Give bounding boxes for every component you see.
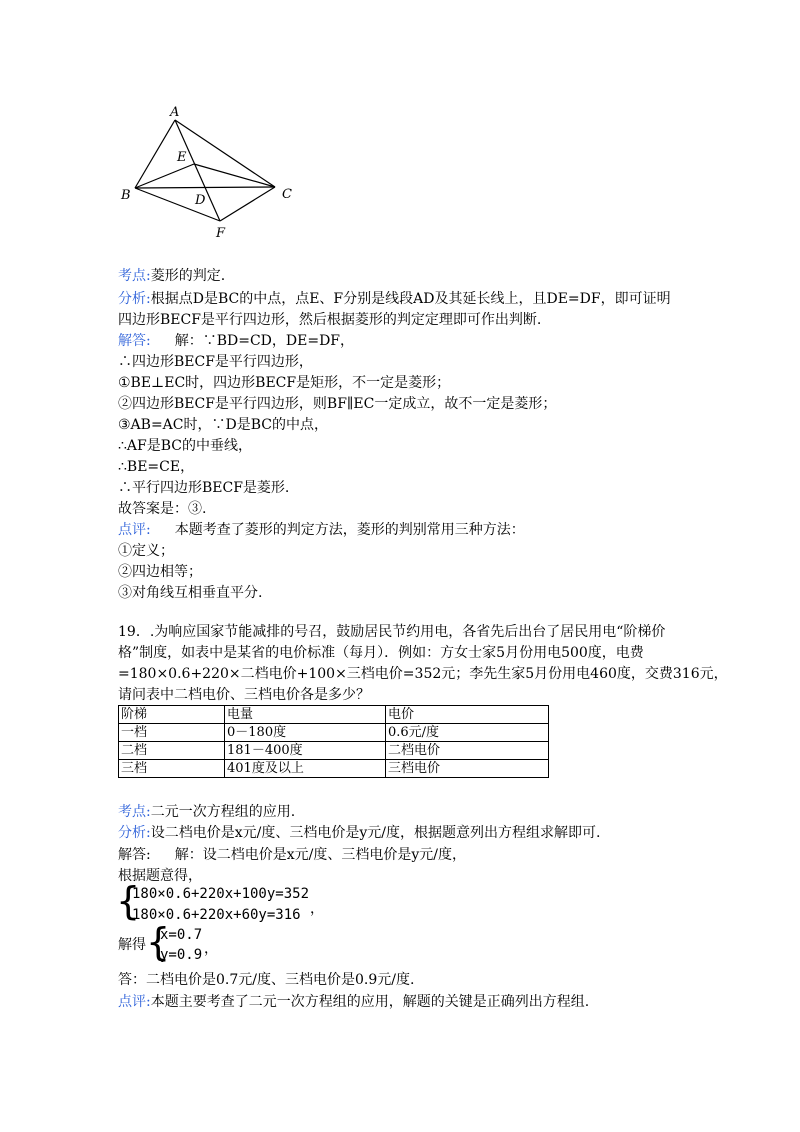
- q18-line: ③AB=AC时，∵D是BC的中点，: [118, 417, 328, 433]
- left-brace-icon: {: [146, 920, 171, 964]
- q19-stem-line: 19．.为响应国家节能减排的号召，鼓励居民节约用电，各省先后出台了居民用电“阶梯价: [118, 624, 666, 640]
- price-tier-table: [118, 705, 549, 778]
- q18-line: 故答案是：③.: [118, 501, 207, 517]
- fenxi-text: 设二档电价是x元/度、三档电价是y元/度，根据题意列出方程组求解即可.: [150, 825, 601, 841]
- q18-method: ②四边相等；: [118, 564, 202, 580]
- q19-by-meaning: 根据题意得，: [118, 868, 202, 884]
- dianping-label: 点评:: [118, 994, 151, 1010]
- point-label-e: E: [177, 150, 187, 165]
- kaodian-text: 二元一次方程组的应用.: [150, 804, 296, 820]
- q18-line: ∴四边形BECF是平行四边形，: [118, 354, 313, 370]
- point-label-f: F: [216, 226, 226, 241]
- equation-comma: ，: [310, 901, 324, 917]
- segment-fc: [220, 187, 275, 221]
- table-header-cell: 电量: [225, 706, 386, 724]
- segment-be: [135, 164, 194, 188]
- point-label-b: B: [121, 188, 131, 203]
- fenxi-text: 根据点D是BC的中点，点E、F分别是线段AD及其延长线上，且DE=DF，即可证明: [150, 291, 671, 307]
- table-row: [119, 742, 549, 760]
- table-cell: 401度及以上: [225, 760, 386, 778]
- solve-label: 解得: [118, 937, 146, 953]
- table-cell: 二档电价: [386, 742, 549, 760]
- jieda-label: 解答:: [118, 333, 151, 349]
- q18-method: ③对角线互相垂直平分.: [118, 585, 263, 601]
- q19-stem-line: 请问表中二档电价、三档电价各是多少？: [118, 687, 370, 703]
- kaodian-label: 考点:: [118, 268, 151, 284]
- q19-dianping: [118, 992, 589, 1012]
- table-cell: 0－180度: [225, 724, 386, 742]
- q18-jieda: [118, 331, 354, 351]
- fenxi-label: 分析:: [118, 825, 151, 841]
- jieda-label-plain: 解答:: [118, 847, 151, 863]
- jieda-text: 解：设二档电价是x元/度、三档电价是y元/度，: [174, 847, 466, 863]
- q19-kaodian: [118, 802, 295, 822]
- dianping-label: 点评:: [118, 522, 151, 538]
- table-header-cell: 阶梯: [119, 706, 225, 724]
- q18-dianping: [118, 520, 525, 540]
- q19-answer: 答：二档电价是0.7元/度、三档电价是0.9元/度.: [118, 972, 415, 988]
- q19-fenxi: [118, 823, 600, 843]
- jieda-text: 解：∵BD=CD，DE=DF，: [174, 333, 355, 349]
- table-cell: 181－400度: [225, 742, 386, 760]
- kaodian-label: 考点:: [118, 804, 151, 820]
- q19-stem-line: 格”制度，如表中是某省的电价标准（每月）．例如：方女士家5月份用电500度，电费: [118, 645, 644, 661]
- table-cell: 三档: [119, 760, 225, 778]
- point-label-c: C: [282, 187, 292, 202]
- solution-x: x=0.7: [160, 927, 203, 943]
- point-label-a: A: [170, 105, 180, 120]
- q18-kaodian: [118, 266, 225, 286]
- table-row: [119, 724, 549, 742]
- solution-comma: ，: [204, 941, 218, 957]
- point-label-d: D: [195, 193, 206, 208]
- table-cell: 0.6元/度: [386, 724, 549, 742]
- q19-stem-line: =180×0.6+220×二档电价+100×三档电价=352元；李先生家5月份用电460度，交费316元，: [118, 666, 728, 682]
- table-row: [119, 760, 549, 778]
- q18-line: ∴平行四边形BECF是菱形.: [118, 480, 290, 496]
- q18-fenxi: [118, 289, 671, 309]
- solution-y: y=0.9: [160, 947, 203, 963]
- dianping-text: 本题主要考查了二元一次方程组的应用，解题的关键是正确列出方程组.: [150, 994, 590, 1010]
- q18-line: ①BE⊥EC时，四边形BECF是矩形，不一定是菱形；: [118, 375, 451, 391]
- table-header-row: [119, 706, 549, 724]
- q18-fenxi-line2: 四边形BECF是平行四边形，然后根据菱形的判定定理即可作出判断.: [118, 312, 542, 328]
- table-cell: 一档: [119, 724, 225, 742]
- geometry-figure: [115, 100, 305, 245]
- table-header-cell: 电价: [386, 706, 549, 724]
- q18-line: ∴BE=CE，: [118, 459, 195, 475]
- left-brace-icon: {: [116, 879, 141, 923]
- kaodian-text: 菱形的判定.: [150, 268, 226, 284]
- q18-line: ∴AF是BC的中垂线，: [118, 438, 252, 454]
- fenxi-label: 分析:: [118, 291, 151, 307]
- table-cell: 二档: [119, 742, 225, 760]
- segment-ab: [135, 120, 175, 188]
- q18-line: ②四边形BECF是平行四边形，则BF∥EC一定成立，故不一定是菱形；: [118, 396, 557, 412]
- dianping-text: 本题考查了菱形的判定方法，菱形的判别常用三种方法：: [174, 522, 525, 538]
- table-cell: 三档电价: [386, 760, 549, 778]
- segment-ec: [194, 164, 275, 187]
- q18-method: ①定义；: [118, 543, 174, 559]
- equation-2: 180×0.6+220x+60y=316: [132, 907, 301, 923]
- q19-jieda: [118, 845, 466, 865]
- equation-1: 180×0.6+220x+100y=352: [132, 886, 310, 902]
